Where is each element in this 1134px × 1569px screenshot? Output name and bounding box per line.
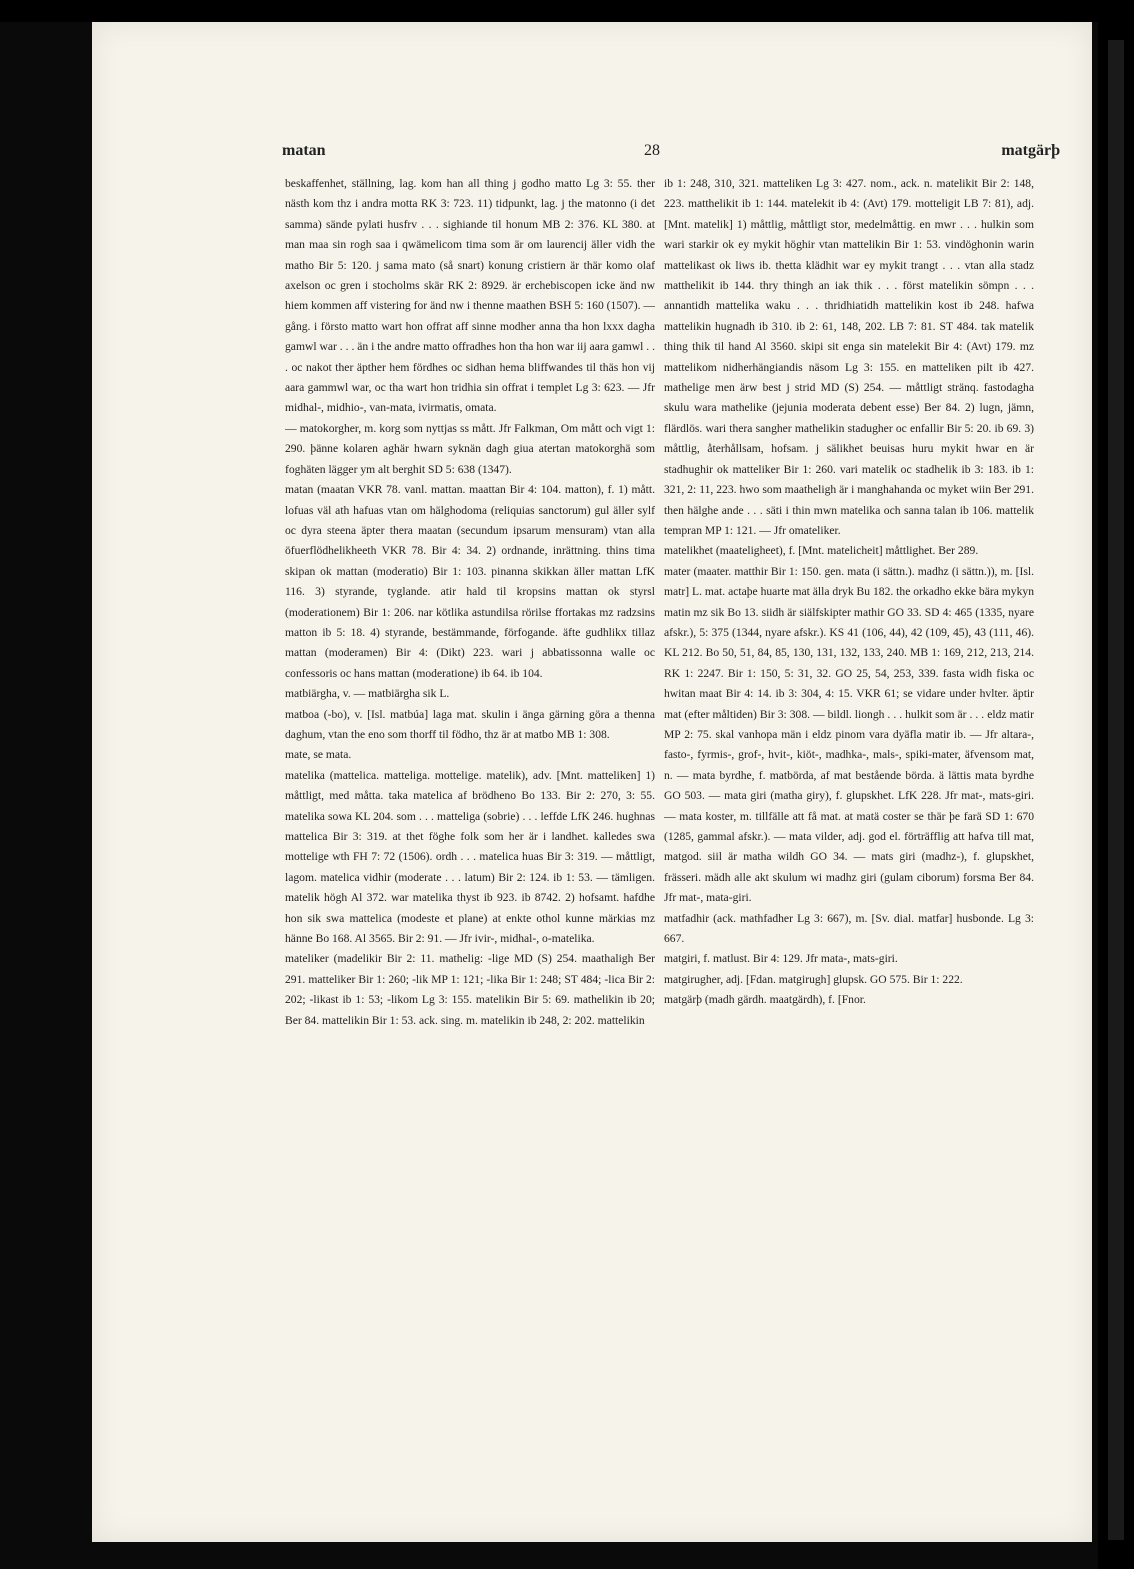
entry-paragraph: matgiri, f. matlust. Bir 4: 129. Jfr mata-, mats-giri. — [664, 952, 898, 966]
entry-paragraph: matgirugher, adj. [Fdan. matgirugh] glupsk. GO 575. Bir 1: 222. — [664, 972, 963, 986]
entry-paragraph: mater (maater. matthir Bir 1: 150. gen. mata (i sättn.). madhz (i sättn.)), m. [Isl. matr] L. mat. actaþe huarte mat älla dryk Bu 182. the orkadho ekke bära mykyn matin mz sik Bo 13. siidh är siälfskipter mathir GO 33. SD 4: 465 (1335, nyare afskr.), 5: 375 (1344, nyare afskr.). KS 41 (106, 44), 42 (109, 45), 43 (111, 46). KL 212. Bo 50, 51, 84, 85, 130, 131, 132, 133, 240. MB 1: 169, 212, 213, 214. RK 1: 2247. Bir 1: 150, 5: 31, 32. GO 25, 54, 253, 339. fasta widh fiska oc hwitan maat Bir 4: 14. ib 3: 304, 4: 15. VKR 61; se vidare under hvlter. äptir mat (efter måltiden) Bir 3: 308. — bildl. liongh . . . hulkit som är . . . eldz matir MP 2: 75. skal vanhopa män i eldz pinom vara dyäfla matir ib. — Jfr altara-, fasto-, fyrmis-, grof-, hvit-, kiöt-, madhka-, mals-, spiki-mater, äfvensom mat, n. — mata byrdhe, f. matbörda, af mat bestående börda. ä lättis mata byrdhe GO 503. — mata giri (matha giry), f. glupskhet. LfK 228. Jfr mat-, mats-giri. — mata koster, m. tillfälle att få mat. at matä coster se thär þe farä SD 1: 670 (1285, gammal afskr.). — mata vilder, adj. god el. förträfflig att hafva till mat, matgod. siil är matha wildh GO 34. — mats giri (madhz-), f. glupskhet, frässeri. mädh alle akt skulum wi madhz giri (gulam ciborum) forsma Ber 84. Jfr mat-, mata-giri. — [664, 564, 1034, 905]
entry-paragraph: matfadhir (ack. mathfadher Lg 3: 667), m. [Sv. dial. matfar] husbonde. Lg 3: 667. — [664, 911, 1034, 946]
entry-paragraph: beskaffenhet, ställning, lag. kom han all thing j godho matto Lg 3: 55. ther nästh kom thz i andra motta RK 3: 723. 11) tidpunkt, lag. j the matonno (i det samma) sände pylati husfrv . . . sighiande til honum MB 2: 376. KL 380. at man maa sin rogh saa i qwämelicom tima som är om laurencij äller vidh the matho Bir 5: 120. j sama mato (så snart) konung cristiern är thär komo olaf axelson oc gren i stocholms skär RK 2: 8929. är erchebiscopen icke änd nw hiem kommen aff vistering for änd nw i thenne maathen BSH 5: 160 (1507). — gång. i försto matto wart hon offrat aff sinne modher anna tha hon lxxx dagha gamwl war . . . än i the andre matto offradhes hon tha hon war iij aara gamwl . . . oc nakot ther äpther hem fördhes oc sidhan hema bliffwandes til thäs hon vij aara gammwl war, oc tha wart hon tridhia sin offrat i templet Lg 3: 623. — Jfr midhal-, midhio-, van-mata, ivirmatis, omata. — [285, 177, 655, 415]
entry-paragraph: — matokorgher, m. korg som nyttjas ss mått. Jfr Falkman, Om mått och vigt 1: 290. þänne kolaren aghär hwarn syknän dagh giua atertan matokorghä som foghäten lägger ym alt berghit SD 5: 638 (1347). — [285, 421, 655, 476]
entry-paragraph: ib 1: 248, 310, 321. matteliken Lg 3: 427. nom., ack. n. matelikit Bir 2: 148, 223. matthelikit ib 1: 144. matelekit ib 4: (Avt) 179. motteligit LB 7: 81), adj. [Mnt. matelik] 1) måttlig, måttligt stor, medelmåttig. en mwr . . . hulkin som wari starkir ok ey mykit höghir vtan mattelikin Bir 1: 53. vindöghonin warin mattelikast ok liws ib. thetta klädhit war ey mykit trangt . . . vtan alla stadz matthelikit ib 144. thry thingh an iak thik . . . först matelikin sömpn . . . annantidh mattelika waku . . . thridhiatidh mattelikin kost ib 248. hafwa mattelikin hugnadh ib 310. ib 2: 61, 148, 202. LB 7: 81. ST 484. tak matelik thing thik til hand Al 3560. skipi sit enga sin matelekit Bir 4: (Avt) 179. mz mattelikom nidherhängiandis näsom Lg 3: 155. en matteliken pilt ib 427. mathelige men ärw best j strid MD (S) 254. — måttligt stränq. fastodagha skulu wara mathelike (jejunia moderata debent esse) Ber 84. 2) lugn, jämn, flärdlös. wari thera sangher mathelikin stadugher oc enfallir Bir 5: 20. ib 69. 3) måttlig, återhållsam, hofsam. j sälikhet beuisas huru mykit hwar en är stadhughir ok matteliker Bir 1: 260. vari matelik oc stadhelik ib 3: 183. ib 1: 321, 2: 11, 223. hwo som maatheligh är i manghahanda oc myket wiin Ber 291. then hälghe ande . . . säti i thin mwn matelika och sanna talan ib 106. mattelik tempran MP 1: 121. — Jfr omateliker. — [664, 177, 1034, 537]
entry-paragraph: matbiärgha, v. — matbiärgha sik L. — [285, 687, 450, 701]
right-column — [664, 174, 1034, 1514]
entry-paragraph: mateliker (madelikir Bir 2: 11. mathelig: -lige MD (S) 254. maathaligh Ber 291. matteliker Bir 1: 260; -lik MP 1: 121; -lika Bir 1: 248; ST 484; -lica Bir 2: 202; -likast ib 1: 53; -likom Lg 3: 155. matelikin Bir 5: 69. mathelikin ib 20; Ber 84. mattelikin Bir 1: 53. ack. sing. m. matelikin ib 248, 2: 202. mattelikin — [285, 952, 655, 1027]
header-right-guideword: matgärþ — [1001, 142, 1060, 159]
entry-paragraph: matelika (mattelica. matteliga. mottelige. matelik), adv. [Mnt. matteliken] 1) måttligt, med måtta. taka matelica af brödheno Bo 133. Bir 2: 270, 3: 55. matelika sowa KL 204. som . . . matteliga (sobrie) . . . leffde LfK 246. hughnas mattelica Bir 3: 319. at thet föghe folk som her är i landhet. kalledes swa mottelige wth FH 7: 72 (1506). ordh . . . matelica huas Bir 3: 319. — måttligt, lagom. matelica vidhir (moderate . . . latum) Bir 2: 124. ib 1: 53. — tämligen. matelik högh Al 372. war matelika thyst ib 923. ib 8742. 2) hofsamt. hafdhe hon sik swa mattelica (modeste et plane) at enkte othol kunne märkias mz hänne Bo 168. Al 3565. Bir 2: 91. — Jfr ivir-, midhal-, o-matelika. — [285, 768, 655, 946]
scan-edge-top — [0, 0, 1134, 22]
entry-paragraph: mate, se mata. — [285, 748, 352, 762]
entry-paragraph: matgärþ (madh gärdh. maatgärdh), f. [Fnor. — [664, 993, 866, 1007]
entry-paragraph: matboa (-bo), v. [Isl. matbúa] laga mat. skulin i änga gärning göra a thenna daghum, vtan the eno som thorff til födho, thz är at matbo MB 1: 308. — [285, 707, 655, 741]
dictionary-page — [92, 22, 1092, 1542]
scan-right-strip-inner — [1108, 40, 1124, 1540]
page-number: 28 — [644, 142, 660, 159]
entry-paragraph: matelikhet (maateligheet), f. [Mnt. matelicheit] måttlighet. Ber 289. — [664, 544, 979, 558]
entry-paragraph: matan (maatan VKR 78. vanl. mattan. maattan Bir 4: 104. matton), f. 1) mått. lofuas väl ath hafuas vtan om hälghodoma (reliquias sanctorum) gul äller sylf oc dyra steena äpter thera maatan (secundum ipsarum mensuram) vtan alla öfuerflödhelikheeth VKR 78. Bir 4: 34. 2) ordnande, inrättning. thins tima skipan ok mattan (moderatio) Bir 1: 103. pinanna skikkan äller mattan LfK 116. 3) styrande, tyglande. atir hald til kropsins mattan ok styrsl (moderationem) Bir 1: 206. nar kötlika astundilsa rörilse ffortakas mz radzsins matton ib 5: 18. 4) styrande, bestämmande, förfogande. äfte gudhlikx tillaz mattan (moderamen) Bir 4: (Dikt) 223. wari j abbatissonna walle oc confessoris oc hans mattan (moderatione) ib 64. ib 104. — [285, 483, 655, 680]
header-left-guideword: matan — [282, 142, 326, 159]
page-header — [92, 142, 1092, 166]
left-column — [285, 174, 655, 1514]
